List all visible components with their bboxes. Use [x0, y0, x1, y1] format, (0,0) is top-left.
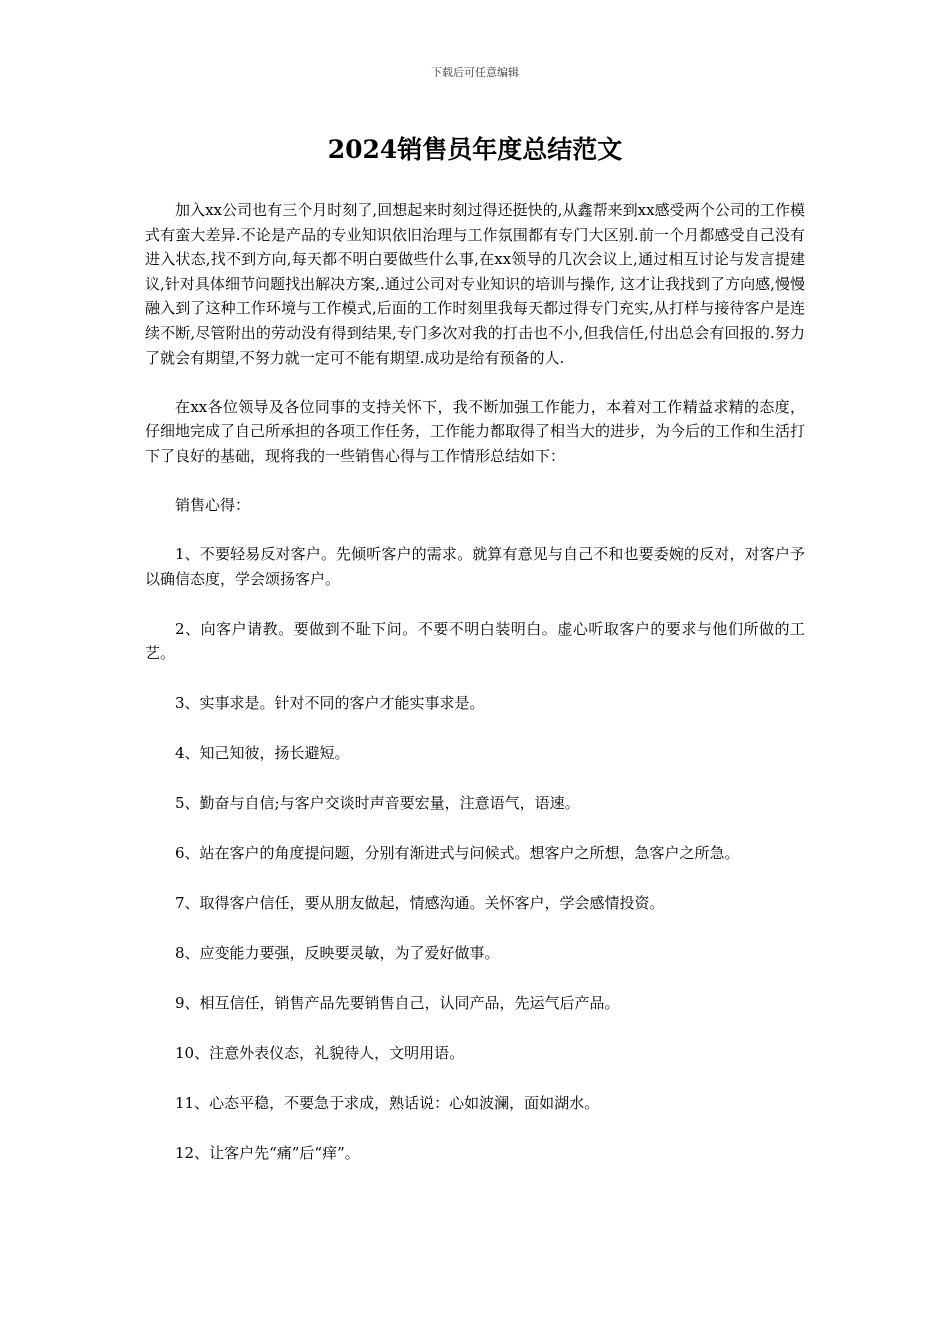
list-item: 1、不要轻易反对客户。先倾听客户的需求。就算有意见与自己不和也要委婉的反对，对客户予以确信态度，学会颂扬客户。	[145, 545, 805, 588]
list-item: 2、向客户请教。要做到不耻下问。不要不明白装明白。虚心听取客户的要求与他们所做的工艺。	[145, 619, 805, 663]
document-title: 2024销售员年度总结范文	[327, 135, 623, 164]
list-item: 10、注意外表仪态，礼貌待人，文明用语。	[175, 1044, 465, 1063]
list-item: 7、取得客户信任，要从朋友做起，情感沟通。关怀客户，学会感情投资。	[175, 894, 665, 913]
paragraph-summary: 在xx各位领导及各位同事的支持关怀下，我不断加强工作能力，本着对工作精益求精的态度，仔细地完成了自己所承担的各项工作任务，工作能力都取得了相当大的进步，为今后的工作和生活打下了良好的基础，现将我的一些销售心得与工作情形总结如下：	[145, 397, 806, 465]
list-item: 6、站在客户的角度提问题，分别有渐进式与问候式。想客户之所想，急客户之所急。	[175, 844, 740, 863]
paragraph-intro: 加入xx公司也有三个月时刻了,回想起来时刻过得还挺快的,从鑫帮来到xx感受两个公司的工作模式有蛮大差异.不论是产品的专业知识依旧治理与工作氛围都有专门大区别.前一个月都感受自己没有进入状态,找不到方向,每天都不明白要做些什么事,在xx领导的几次会议上,通过相互讨论与发言提建议,针对具体细节问题找出解决方案,.通过公司对专业知识的培训与操作, 这才让我找到了方向感,慢慢融入到了这种工作环境与工作模式,后面的工作时刻里我每天都过得专门充实,从打样与接待客户是连续不断,尽管附出的劳动没有得到结果,专门多次对我的打击也不小,但我信任,付出总会有回报的.努力了就会有期望,不努力就一定可不能有期望.成功是给有预备的人.	[145, 201, 805, 367]
list-item: 4、知己知彼，扬长避短。	[175, 744, 350, 763]
section-heading-sales-tips: 销售心得：	[175, 496, 251, 515]
document-body	[145, 198, 805, 1191]
list-item: 5、勤奋与自信;与客户交谈时声音要宏量，注意语气，语速。	[175, 794, 580, 813]
list-item: 12、让客户先“痛”后“痒”。	[175, 1144, 360, 1163]
list-item: 9、相互信任，销售产品先要销售自己，认同产品，先运气后产品。	[175, 994, 620, 1013]
list-item: 8、应变能力要强，反映要灵敏，为了爱好做事。	[175, 944, 500, 963]
list-item: 11、心态平稳，不要急于求成，熟话说：心如波澜，面如湖水。	[175, 1094, 600, 1113]
list-item: 3、实事求是。针对不同的客户才能实事求是。	[175, 694, 485, 713]
header-note: 下载后可任意编辑	[431, 66, 519, 79]
